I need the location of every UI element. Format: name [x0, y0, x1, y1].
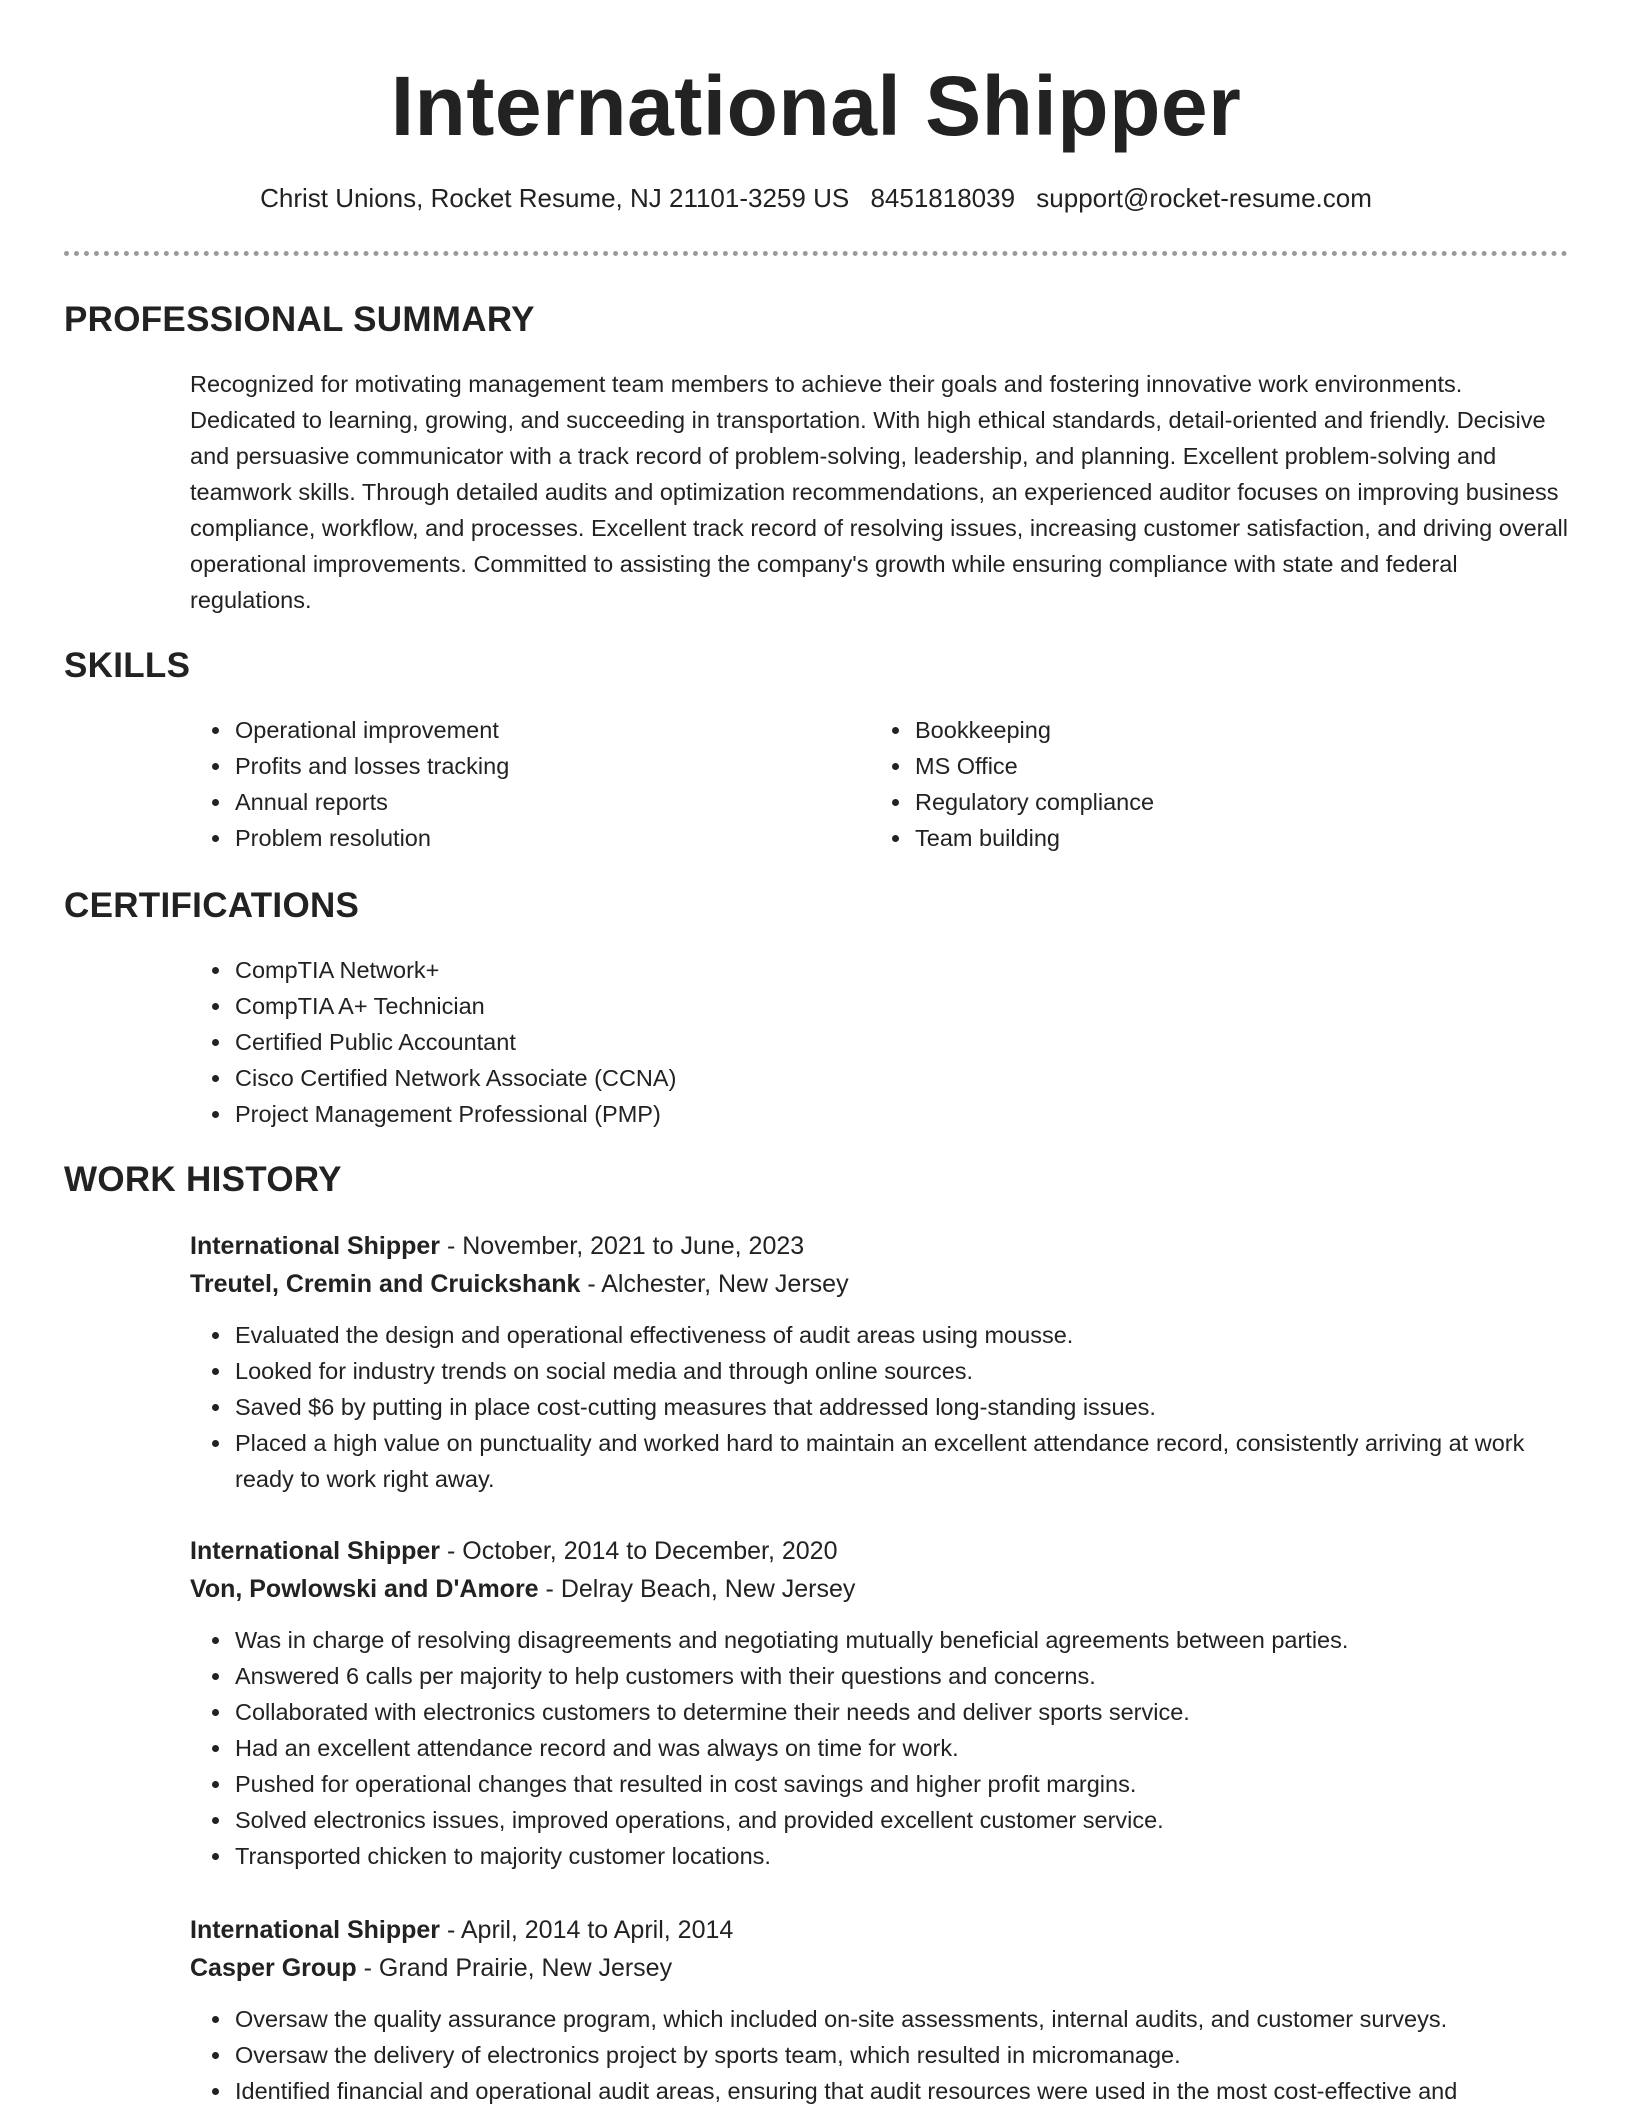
job-location: Delray Beach, New Jersey — [560, 1575, 856, 1603]
job-bullet: • Had an excellent attendance record and was always on time for work. — [233, 1730, 1570, 1766]
certification-item: • Project Management Professional (PMP) — [233, 1096, 1091, 1132]
job-company-line: Von, Powlowski and D'Amore - Delray Beach, New Jersey — [190, 1575, 856, 1603]
job-bullet: • Answered 6 calls per majority to help customers with their questions and concerns. — [233, 1658, 1570, 1694]
job-bullet: • Identified financial and operational audit areas, ensuring that audit resources were used in the most cost-effective and — [233, 2073, 1570, 2109]
job-location: Alchester, New Jersey — [601, 1270, 849, 1298]
job-title-line: International Shipper - November, 2021 to June, 2023 — [190, 1232, 805, 1260]
contact-address: Christ Unions, Rocket Resume, NJ 21101-3259 US — [260, 183, 850, 213]
job-bullet: • Oversaw the delivery of electronics project by sports team, which resulted in micromanage. — [233, 2037, 1570, 2073]
job-company: Von, Powlowski and D'Amore — [190, 1575, 539, 1603]
certification-item: • CompTIA A+ Technician — [233, 988, 1091, 1024]
certifications-list — [191, 952, 1091, 1132]
work-history-heading: WORK HISTORY — [64, 1160, 342, 1199]
job-company: Treutel, Cremin and Cruickshank — [190, 1270, 581, 1298]
job-dates: October, 2014 to December, 2020 — [462, 1537, 838, 1565]
skill-item: • Team building — [913, 820, 1511, 856]
skills-list-right — [871, 712, 1511, 856]
job-bullet: • Oversaw the quality assurance program, which included on-site assessments, internal audits, and customer surveys. — [233, 2001, 1570, 2037]
skill-item: • Bookkeeping — [913, 712, 1511, 748]
job-bullet: • Saved $6 by putting in place cost-cutting measures that addressed long-standing issues. — [233, 1389, 1570, 1425]
skills-column-right — [871, 712, 1511, 856]
certifications-block — [191, 952, 1091, 1132]
job-company: Casper Group — [190, 1954, 357, 1982]
skills-list-left — [191, 712, 831, 856]
job-bullets — [190, 2001, 1570, 2109]
summary-heading: PROFESSIONAL SUMMARY — [64, 300, 535, 339]
job-dates: April, 2014 to April, 2014 — [460, 1916, 734, 1944]
job-title: International Shipper — [190, 1232, 441, 1260]
contact-email[interactable]: support@rocket-resume.com — [1036, 183, 1372, 213]
job-bullet: • Collaborated with electronics customers to determine their needs and deliver sports service. — [233, 1694, 1570, 1730]
job-bullet: • Evaluated the design and operational effectiveness of audit areas using mousse. — [233, 1317, 1570, 1353]
candidate-name: International Shipper — [390, 59, 1242, 153]
job-company-line: Casper Group - Grand Prairie, New Jersey — [190, 1954, 673, 1982]
skill-item: • Profits and losses tracking — [233, 748, 831, 784]
skill-item: • Problem resolution — [233, 820, 831, 856]
skills-column-left — [191, 712, 831, 856]
job-title: International Shipper — [190, 1916, 441, 1944]
job-dates: November, 2021 to June, 2023 — [462, 1232, 805, 1260]
job-entry — [190, 1911, 1570, 2109]
job-bullets — [190, 1622, 1570, 1874]
certifications-heading: CERTIFICATIONS — [64, 886, 360, 925]
contact-line — [0, 182, 1632, 214]
certification-item: • Certified Public Accountant — [233, 1024, 1091, 1060]
job-bullet: • Transported chicken to majority customer locations. — [233, 1838, 1570, 1874]
certification-item: • Cisco Certified Network Associate (CCNA) — [233, 1060, 1091, 1096]
job-title-line: International Shipper - April, 2014 to April, 2014 — [190, 1916, 734, 1944]
skill-item: • Annual reports — [233, 784, 831, 820]
job-title: International Shipper — [190, 1537, 441, 1565]
skills-heading: SKILLS — [64, 646, 191, 685]
certification-item: • CompTIA Network+ — [233, 952, 1091, 988]
job-company-line: Treutel, Cremin and Cruickshank - Alchester, New Jersey — [190, 1270, 849, 1298]
job-bullet: • Pushed for operational changes that resulted in cost savings and higher profit margins. — [233, 1766, 1570, 1802]
job-location: Grand Prairie, New Jersey — [378, 1954, 673, 1982]
job-entry — [190, 1532, 1570, 1874]
skill-item: • MS Office — [913, 748, 1511, 784]
job-bullet: • Solved electronics issues, improved operations, and provided excellent customer service. — [233, 1802, 1570, 1838]
skill-item: • Operational improvement — [233, 712, 831, 748]
job-entry — [190, 1227, 1570, 1497]
job-bullet: • Was in charge of resolving disagreements and negotiating mutually beneficial agreements between parties. — [233, 1622, 1570, 1658]
job-title-line: International Shipper - October, 2014 to December, 2020 — [190, 1537, 838, 1565]
summary-text: Recognized for motivating management team members to achieve their goals and fostering innovative work environments. Dedicated to learning, growing, and succeeding in transportation. With high ethical standards, detail-oriented and friendly. Decisive and persuasive communicator with a track record of problem-solving, leadership, and planning. Excellent problem-solving and teamwork skills. Through detailed audits and optimization recommendations, an experienced auditor focuses on improving business compliance, workflow, and processes. Excellent track record of resolving issues, increasing customer satisfaction, and driving overall operational improvements. Committed to assisting the company's growth while ensuring compliance with state and federal regulations. — [190, 371, 1568, 613]
job-bullets — [190, 1317, 1570, 1497]
contact-phone: 8451818039 — [870, 183, 1016, 213]
job-bullet: • Looked for industry trends on social media and through online sources. — [233, 1353, 1570, 1389]
header-divider — [64, 251, 1568, 256]
skill-item: • Regulatory compliance — [913, 784, 1511, 820]
job-bullet: • Placed a high value on punctuality and worked hard to maintain an excellent attendance record, consistently arriving at work ready to work right away. — [233, 1425, 1570, 1497]
